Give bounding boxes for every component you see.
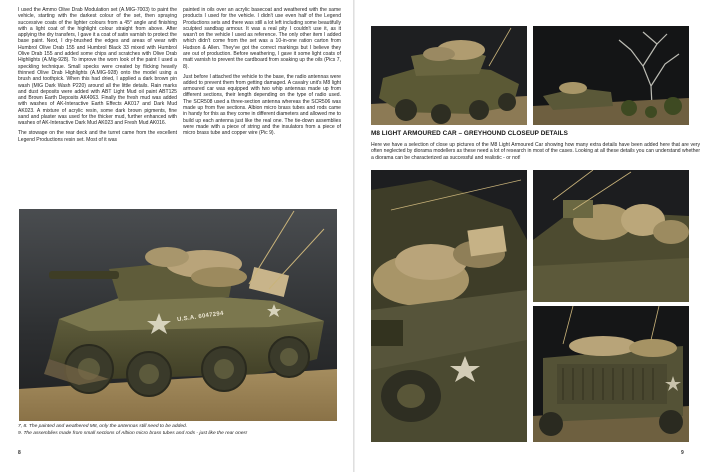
page-number-right: 9 (681, 450, 684, 456)
front-closeup-photo (371, 170, 527, 442)
paragraph: painted in oils over an acrylic basecoat and weathered with the same products I used for the vehicle. I didn't use even half of the Legend Productions sets and there was still a lot left including some beautifully sculpted sandbag armour. It was a real pity I couldn't use it, as it wasn't on the vehicle I used as reference. The only other item I added which didn't come from the set was a 10-in-one ration carton from Hudson & Allen. They've got the correct markings but I believe they are out of production. Before weathering, I gave it some light coats of matt varnish to prevent the cardboard from soaking up the oils (Pics 7, 8). (183, 7, 341, 70)
dead-tree-diorama-photo (533, 26, 689, 125)
section-intro: Here we have a selection of close up pictures of the M8 Light Armoured Car showing how many extra details have been added here that are very often neglected by diorama modellers as these need a lot of research in most of the cases. Looking at all these details you can understand whether a diorama can be characterized as successful and realistic - or not! (371, 142, 700, 161)
rear-closeup-photo (533, 306, 689, 442)
paragraph: Just before I attached the vehicle to the base, the radio antennas were added to prevent them from getting damaged. A cavalry unit's M8 light armoured car was equipped with two whip antennas made up from different sections, their length depending on the type of radio used. The SCR508 used a three-section antenna whereas the SCR506 was made up from five sections. Albion micro brass tubes and rods came in handy for this as they come in different diameters and allowed me to build up each antenna just like the real one. The tie-down assemblies were made with a piece of string and the insulators from a piece of micro brass tube and copper wire (Pic 9). (183, 73, 341, 137)
paragraph: The stowage on the rear deck and the turret came from the excellent Legend Productions resin set. Most of it was (18, 130, 177, 143)
left-column-1 (18, 7, 177, 146)
vehicle-serial-marking: U.S.A. 6047294 (176, 310, 225, 324)
m8-diorama-photo (371, 26, 527, 125)
photo-captions (18, 424, 348, 437)
caption-9: 9. The assemblies made from small sections of Albion micro brass tubes and rods - just like the rear ones! (18, 430, 248, 436)
left-page (0, 0, 354, 472)
caption-7-8: 7, 8. The painted and weathered M8, only the antennas still need to be added. (18, 424, 188, 429)
paragraph: I used the Ammo Olive Drab Modulation set (A.MIG-7003) to paint the vehicle, starting with the darkest colour of the set, then spraying successive coats of the lighter colours from a 45° angle and finishing with a light coat of the highlight colour straight from above. After applying the dry transfers, I gave it a coat of satin varnish to protect the base paint. Next, I dry-brushed the edges and areas of wear with Humbrol Olive Drab 155 and Humbrol Black 33 mixed with Humbrol Olive Drab 155 and added some chips and scratches with Olive Drab Highlights (A.Mig-928). To improve the worn look of the paint I used a speckling technique. Small specks were created by flicking heavily thinned Olive Drab Highlights (A.MIG-928) onto the model using a brush and toothpick. When this had dried, I applied a dark brown pin wash (MIG Dark Wash P220) around all the little details. Rain marks and dust deposits were added with ABT Light Mud oil paint ABT125 and Brown Earth Deposits AK4063. Finally the fresh mud was added with washes of AK-Interactive Earth Effects AK017 and Dark Mud AK023. A mixture of acrylic resin, some dark brown pigments, fine sand and plaster was used for the thicker mud, further enhanced with washes of AK-Interactive Dark Mud AK023 and Fresh Mud AK016. (18, 7, 177, 127)
page-number-left: 8 (18, 450, 21, 456)
section-title: M8 LIGHT ARMOURED CAR – GREYHOUND CLOSEUP DETAILS (371, 130, 568, 137)
m8-main-photo (19, 209, 337, 421)
rear-deck-closeup-photo (533, 170, 689, 302)
left-column-2 (183, 7, 341, 140)
